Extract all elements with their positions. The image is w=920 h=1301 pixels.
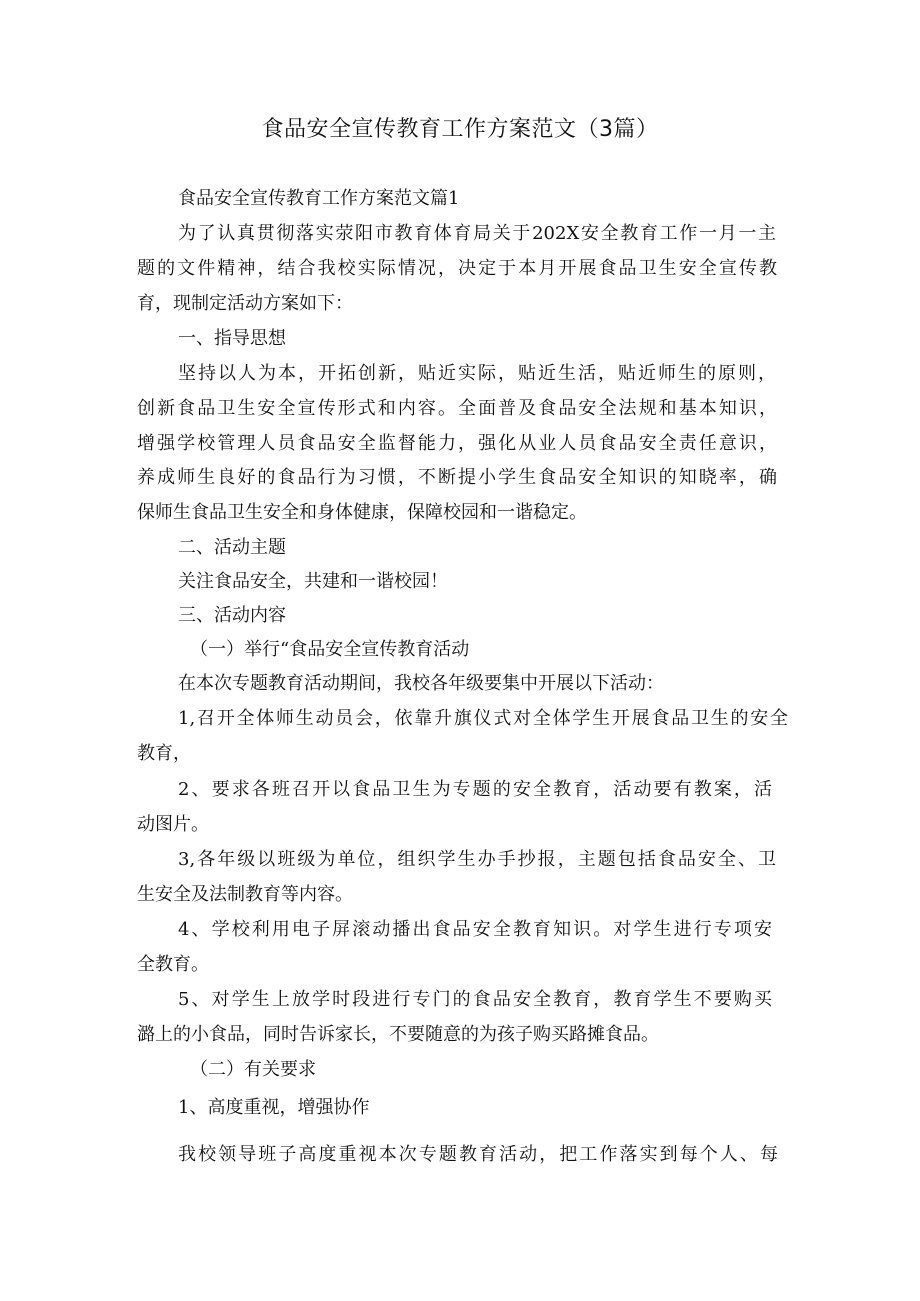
subheading-activity: （一）举行“食品安全宣传教育活动 [190,639,470,660]
list-item-line: 1,召开全体师生动员会，依靠升旗仪式对全体学生开展食品卫生的安全 [178,708,788,729]
paragraph-line: 关注食品安全，共建和一谐校园！ [178,571,448,592]
paragraph-line: 育，现制定活动方案如下： [137,293,353,314]
heading-guiding-ideology: 一、指导思想 [178,328,286,349]
paragraph-line: 坚持以人为本，开拓创新，贴近实际，贴近生活，贴近师生的原则， [178,363,776,384]
list-item-line: 潞上的小食品，同时告诉家长，不要随意的为孩子购买路摊食品。 [137,1024,659,1045]
heading-activity-content: 三、活动内容 [178,605,286,626]
list-item-line: 动图片。 [137,814,209,835]
list-item-line: 4、学校利用电子屏滚动播出食品安全教育知识。对学生进行专项安 [178,919,772,940]
paragraph-line: 创新食品卫生安全宣传形式和内容。全面普及食品安全法规和基本知识， [137,398,777,419]
paragraph-line: 题的文件精神，结合我校实际情况，决定于本月开展食品卫生安全宣传教 [137,258,777,279]
paragraph-line: 我校领导班子高度重视本次专题教育活动，把工作落实到每个人、每 [178,1144,778,1165]
list-item-line: 2、要求各班召开以食品卫生为专题的安全教育，活动要有教案，活 [178,779,772,800]
paragraph-line: 增强学校管理人员食品安全监督能力，强化从业人员食品安全责任意识， [137,433,777,454]
list-item-line: 全教育。 [137,954,209,975]
section-heading-part1: 食品安全宣传教育工作方案范文篇1 [178,188,460,209]
list-item-line: 5、对学生上放学时段进行专门的食品安全教育，教育学生不要购买 [178,989,772,1010]
list-item-line: 教育， [137,743,191,764]
heading-activity-theme: 二、活动主题 [178,537,286,558]
list-item-line: 3,各年级以班级为单位，组织学生办手抄报，主题包括食品安全、卫 [178,849,776,870]
paragraph-line: 为了认真贯彻落实荥阳市教育体育局关于202X安全教育工作一月一主 [178,223,776,244]
document-title: 食品安全宣传教育工作方案范文（3篇） [261,117,659,142]
paragraph-line: 在本次专题教育活动期间，我校各年级要集中开展以下活动： [178,673,664,694]
paragraph-line: 养成师生良好的食品行为习惯，不断提小学生食品安全知识的知晓率，确 [137,467,777,488]
list-item-line: 生安全及法制教育等内容。 [137,884,353,905]
paragraph-line: 保师生食品卫生安全和身体健康，保障校园和一谐稳定。 [137,502,587,523]
subheading-requirements: （二）有关要求 [190,1059,316,1080]
requirement-item: 1、高度重视，增强协作 [178,1097,370,1118]
